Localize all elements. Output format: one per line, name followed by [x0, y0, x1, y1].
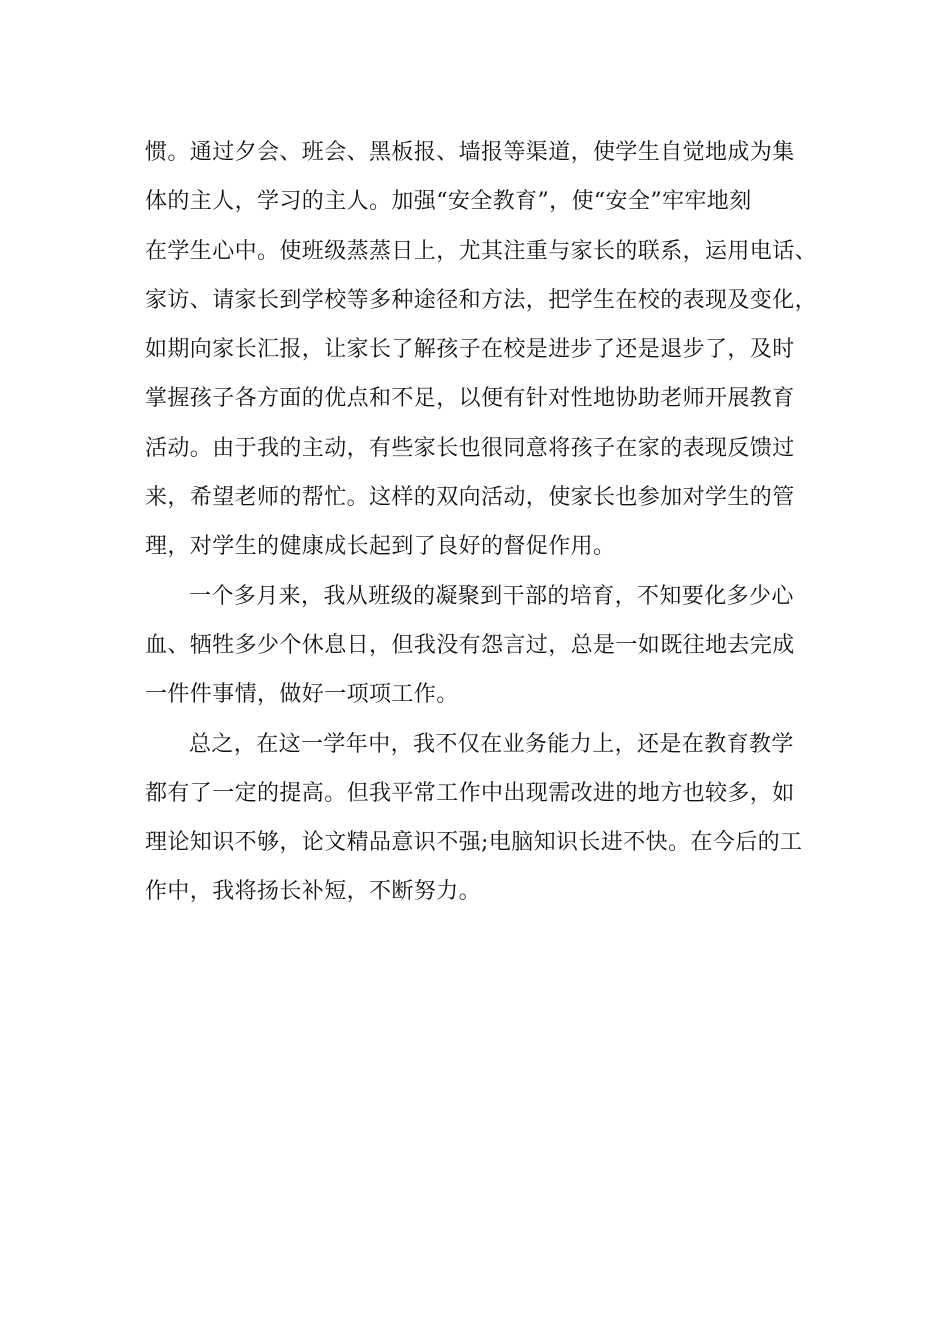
text-line: 作中，我将扬长补短，不断努力。 [145, 879, 482, 905]
text-line: 掌握孩子各方面的优点和不足，以便有针对性地协助老师开展教育 [145, 386, 795, 412]
text-line: 都有了一定的提高。但我平常工作中出现需改进的地方也较多，如 [145, 780, 795, 806]
text-line: 总之，在这一学年中，我不仅在业务能力上，还是在教育教学 [189, 731, 794, 757]
text-line: 来，希望老师的帮忙。这样的双向活动，使家长也参加对学生的管 [145, 485, 795, 511]
paragraph-3 [145, 723, 825, 920]
paragraph-2 [145, 575, 825, 723]
text-line: 理论知识不够，论文精品意识不强;电脑知识长进不快。在今后的工 [145, 830, 803, 856]
text-line: 家访、请家长到学校等多种途径和方法，把学生在校的表现及变化， [145, 287, 818, 313]
text-line: 血、牺牲多少个休息日，但我没有怨言过，总是一如既往地去完成 [145, 632, 795, 658]
text-line: 如期向家长汇报，让家长了解孩子在校是进步了还是退步了，及时 [145, 337, 795, 363]
document-body [145, 131, 825, 920]
text-line: 惯。通过夕会、班会、黑板报、墙报等渠道，使学生自觉地成为集 [145, 140, 795, 165]
text-line: 一件件事情，做好一项项工作。 [145, 682, 459, 708]
text-line: 在学生心中。使班级蒸蒸日上，尤其注重与家长的联系，运用电话、 [145, 238, 818, 264]
text-line: 理，对学生的健康成长起到了良好的督促作用。 [145, 534, 616, 560]
text-line: 一个多月来，我从班级的凝聚到干部的培育，不知要化多少心 [189, 583, 794, 609]
text-line: 体的主人，学习的主人。加强“安全教育”，使“安全”牢牢地刻 [145, 189, 752, 215]
text-line: 活动。由于我的主动，有些家长也很同意将孩子在家的表现反馈过 [145, 435, 795, 461]
paragraph-1 [145, 131, 825, 575]
